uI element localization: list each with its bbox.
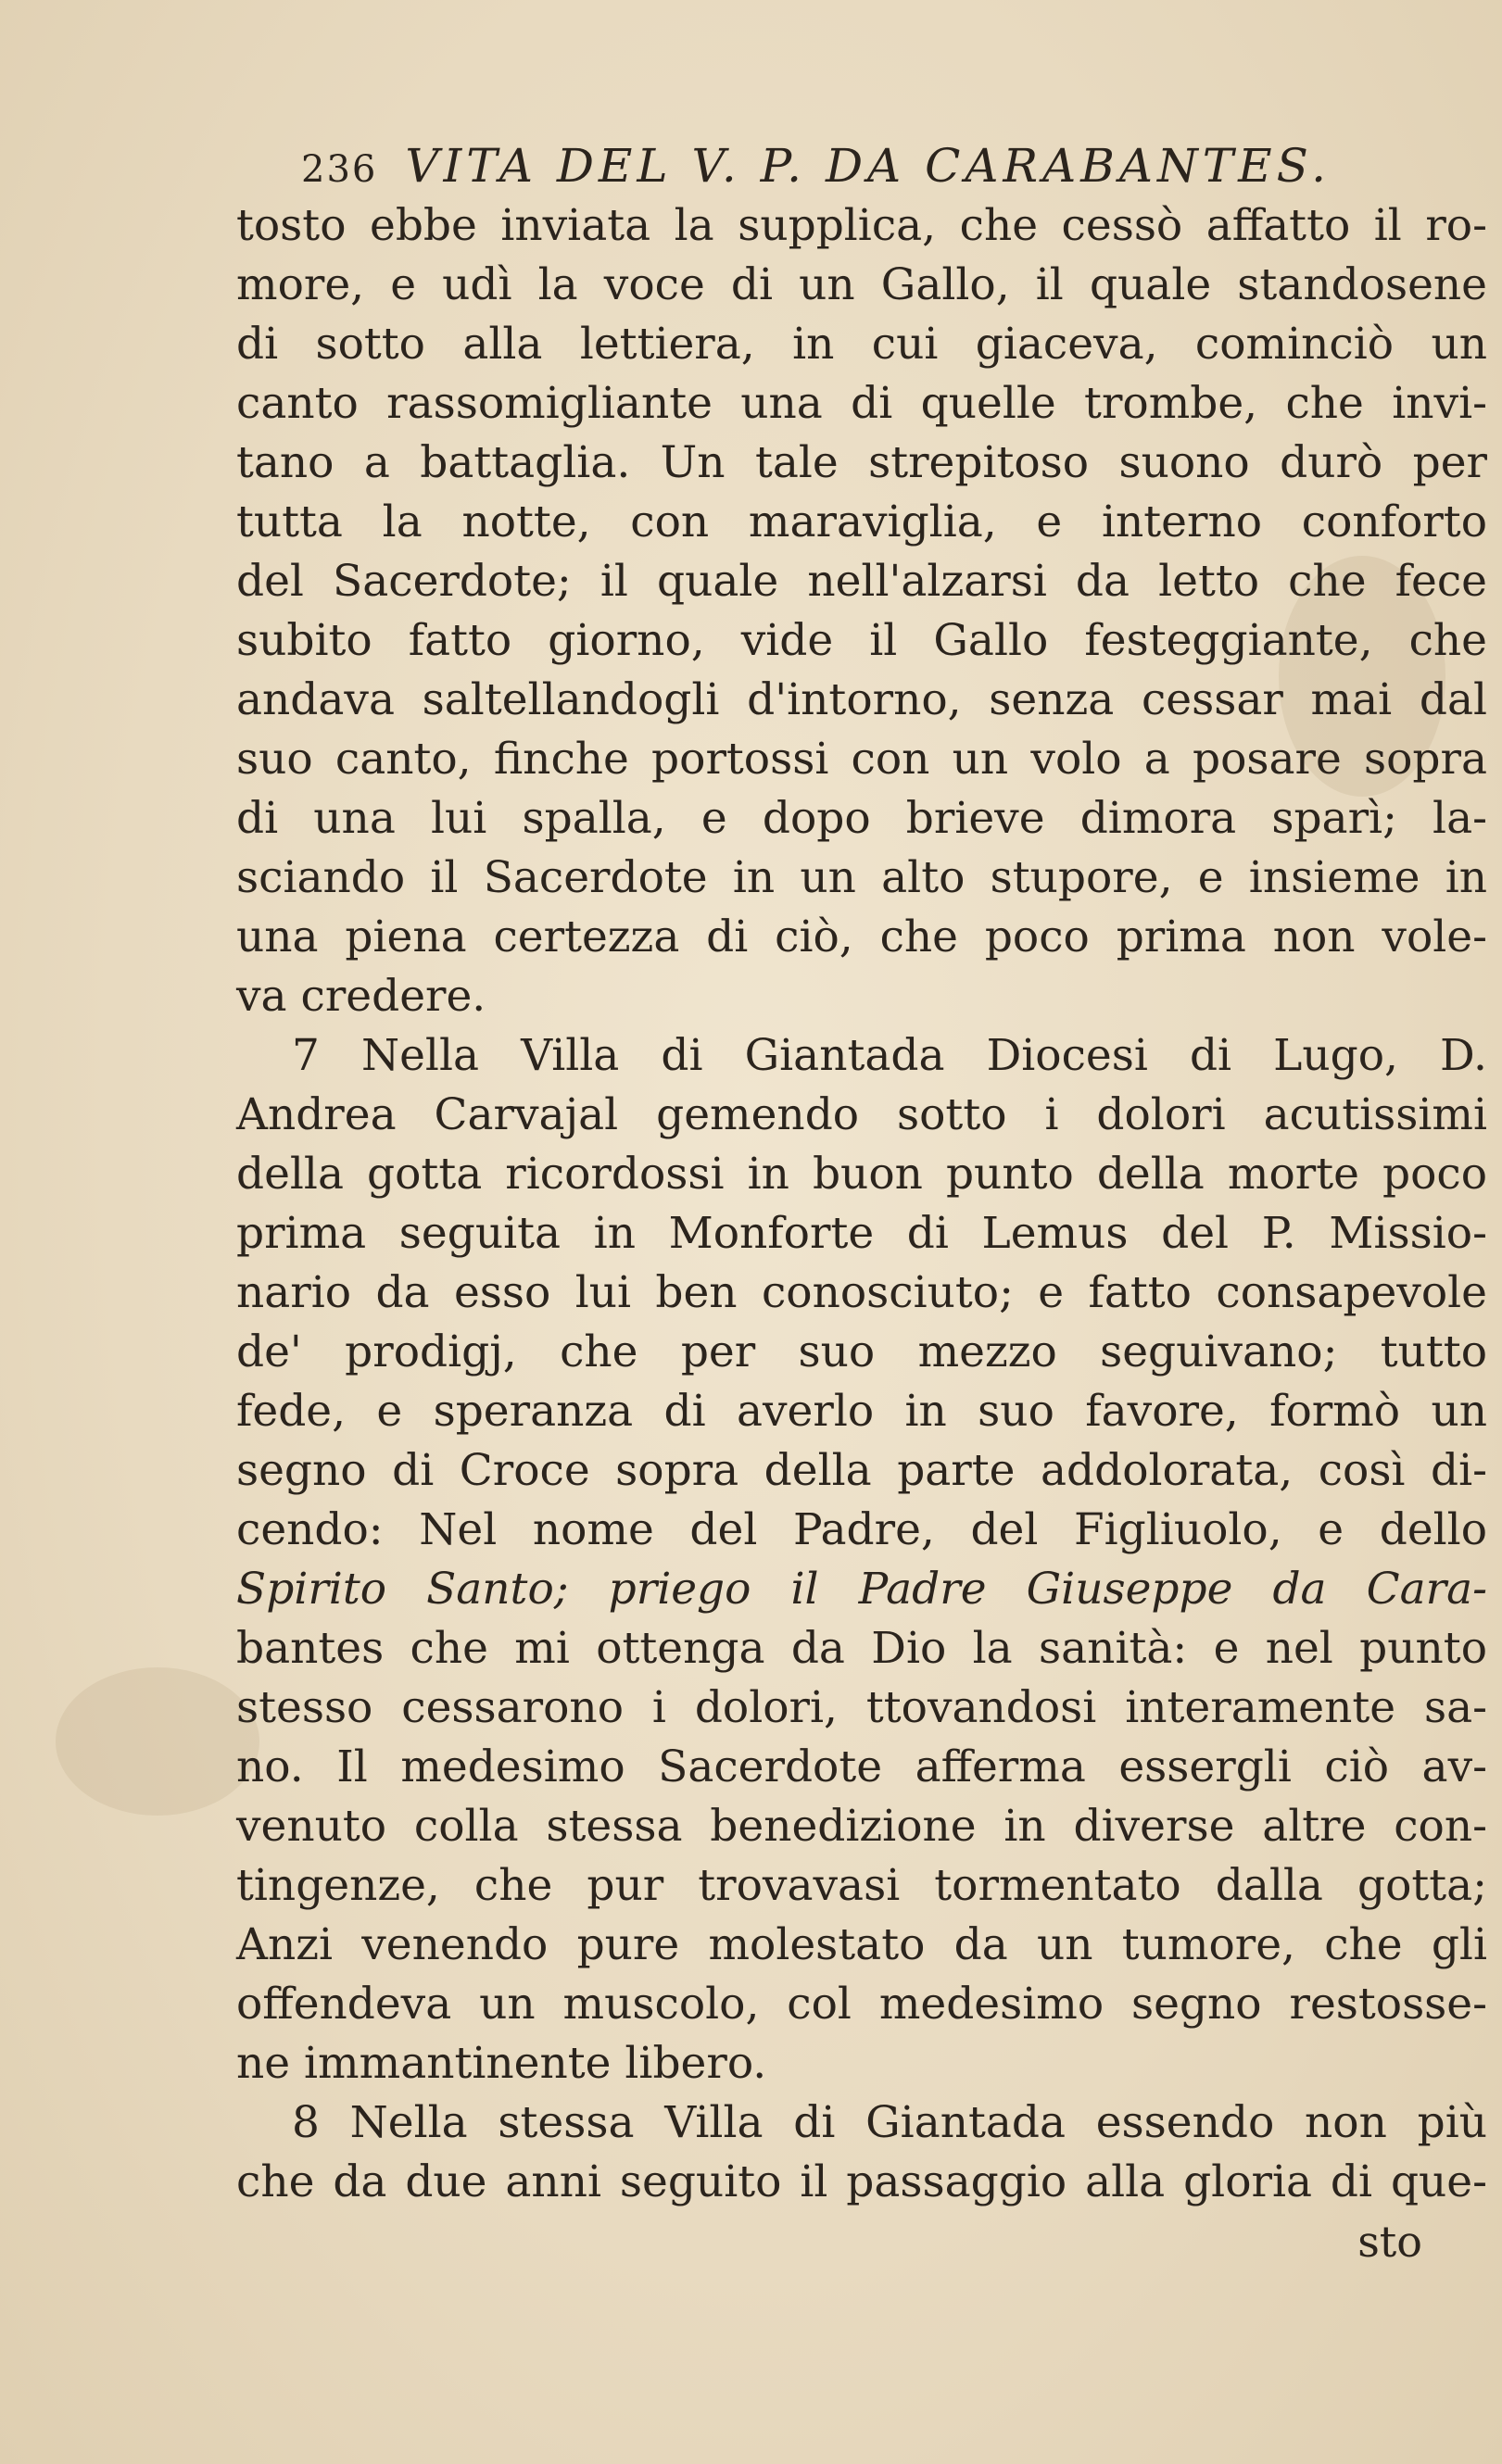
text-line: andava saltellandogli d'intorno, senza cessar mai dal bbox=[236, 674, 1487, 725]
text-line: suo canto, finche portossi con un volo a posare sopra bbox=[236, 734, 1487, 785]
text-line: no. Il medesimo Sacerdote afferma essergli ciò av- bbox=[236, 1741, 1487, 1792]
page-header bbox=[236, 139, 1487, 196]
text-line: sciando il Sacerdote in un alto stupore, e insieme in bbox=[236, 852, 1487, 903]
text-line: Anzi venendo pure molestato da un tumore, che gli bbox=[236, 1919, 1487, 1970]
catchword: sto bbox=[1357, 2217, 1422, 2267]
running-head: VITA DEL V. P. DA CARABANTES. bbox=[405, 139, 1331, 193]
text-line: prima seguita in Monforte di Lemus del P. Missio- bbox=[236, 1208, 1487, 1259]
text-line: tingenze, che pur trovavasi tormentato dalla gotta; bbox=[236, 1860, 1487, 1911]
text-line: nario da esso lui ben conosciuto; e fatto consapevole bbox=[236, 1267, 1487, 1318]
text-line: 7 Nella Villa di Giantada Diocesi di Lugo, D. bbox=[292, 1030, 1487, 1081]
text-line: che da due anni seguito il passaggio alla gloria di que- bbox=[236, 2156, 1487, 2207]
text-line: della gotta ricordossi in buon punto della morte poco bbox=[236, 1149, 1487, 1200]
text-line: stesso cessarono i dolori, ttovandosi interamente sa- bbox=[236, 1682, 1487, 1733]
paper-stain bbox=[56, 1667, 259, 1816]
text-line: tosto ebbe inviata la supplica, che cessò affatto il ro- bbox=[236, 200, 1487, 251]
text-line: venuto colla stessa benedizione in diverse altre con- bbox=[236, 1801, 1487, 1852]
text-line: ne immantinente libero. bbox=[236, 2038, 767, 2089]
text-line: tutta la notte, con maraviglia, e interno conforto bbox=[236, 497, 1487, 547]
text-line: de' prodigj, che per suo mezzo seguivano; tutto bbox=[236, 1326, 1487, 1377]
text-line: more, e udì la voce di un Gallo, il quale standosene bbox=[236, 259, 1487, 310]
text-line: di sotto alla lettiera, in cui giaceva, cominciò un bbox=[236, 319, 1487, 370]
text-line: fede, e speranza di averlo in suo favore, formò un bbox=[236, 1386, 1487, 1437]
text-line: tano a battaglia. Un tale strepitoso suono durò per bbox=[236, 437, 1487, 488]
page-number: 236 bbox=[301, 148, 378, 191]
text-line: offendeva un muscolo, col medesimo segno restosse- bbox=[236, 1979, 1487, 2030]
text-line: Spirito Santo; priego il Padre Giuseppe da Cara- bbox=[236, 1564, 1487, 1615]
text-line: del Sacerdote; il quale nell'alzarsi da letto che fece bbox=[236, 556, 1487, 607]
text-line: 8 Nella stessa Villa di Giantada essendo non più bbox=[292, 2097, 1487, 2148]
text-line: segno di Croce sopra della parte addolorata, così di- bbox=[236, 1445, 1487, 1496]
text-line: Andrea Carvajal gemendo sotto i dolori acutissimi bbox=[236, 1089, 1487, 1140]
text-line: una piena certezza di ciò, che poco prima non vole- bbox=[236, 911, 1487, 962]
text-line: bantes che mi ottenga da Dio la sanità: e nel punto bbox=[236, 1623, 1487, 1674]
text-line: di una lui spalla, e dopo brieve dimora sparì; la- bbox=[236, 793, 1487, 844]
text-line: cendo: Nel nome del Padre, del Figliuolo, e dello bbox=[236, 1504, 1487, 1555]
text-line: subito fatto giorno, vide il Gallo festeggiante, che bbox=[236, 615, 1487, 666]
page-text bbox=[236, 139, 1487, 2271]
text-line: canto rassomigliante una di quelle trombe, che invi- bbox=[236, 378, 1487, 429]
text-line: va credere. bbox=[236, 971, 486, 1022]
